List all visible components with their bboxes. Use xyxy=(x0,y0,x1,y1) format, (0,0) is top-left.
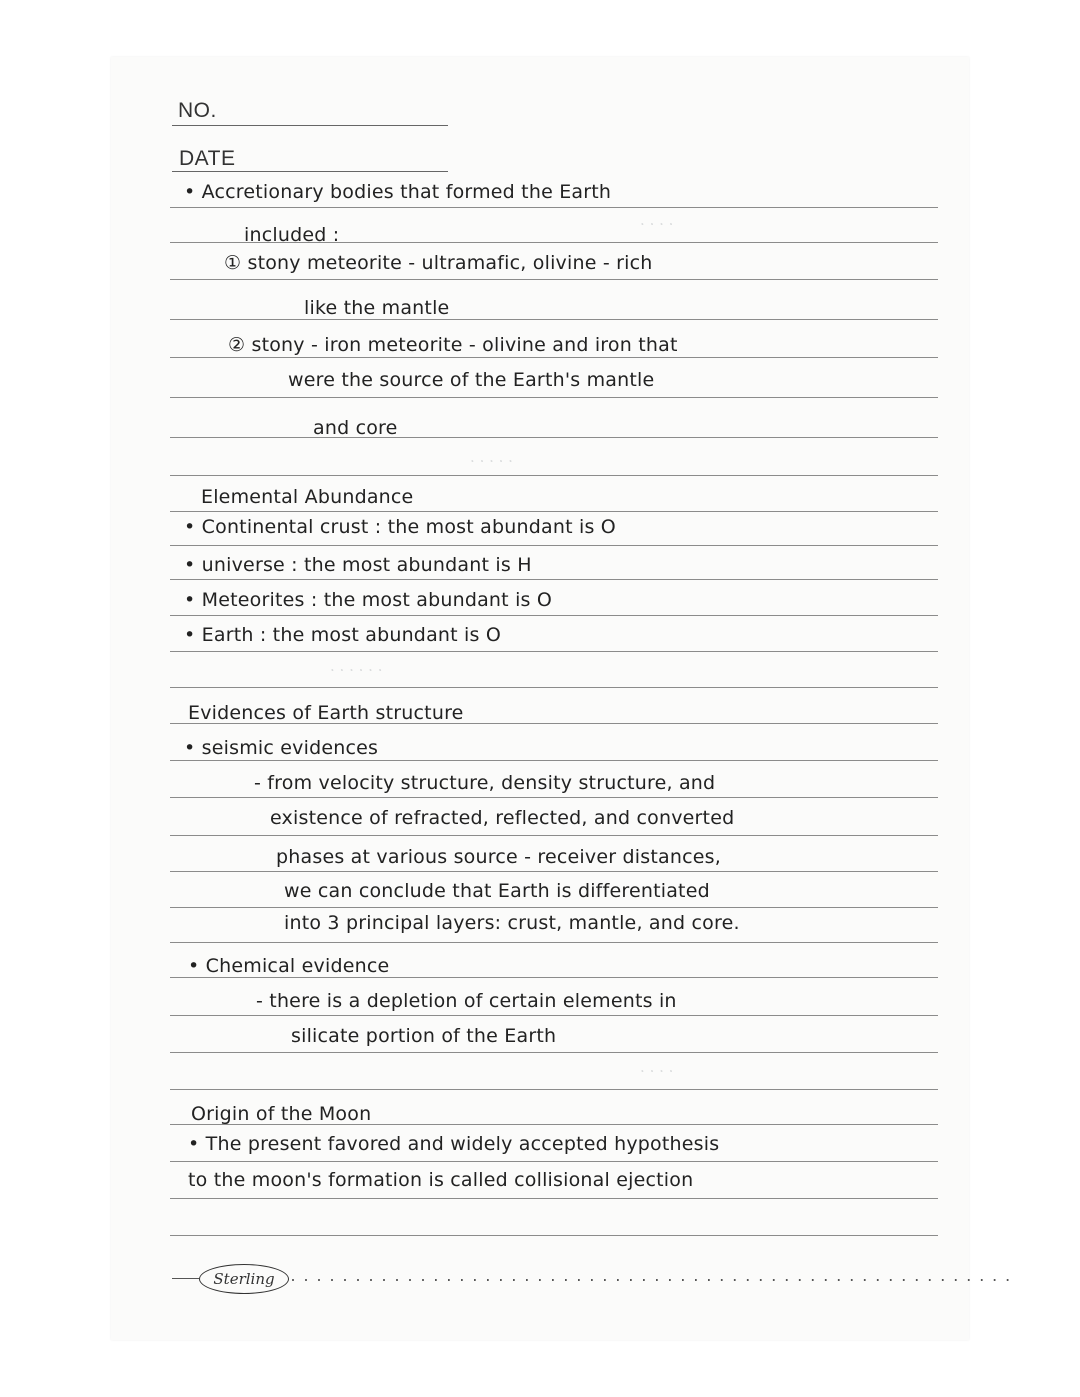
sterling-logo: Sterling xyxy=(199,1264,289,1294)
ruled-line xyxy=(170,279,938,280)
ruled-line xyxy=(170,319,938,320)
note-line: Evidences of Earth structure xyxy=(188,702,464,724)
note-line: • Continental crust : the most abundant is O xyxy=(184,516,616,538)
note-line: ① stony meteorite - ultramafic, olivine - rich xyxy=(224,252,653,274)
show-through-text: · · · · · · xyxy=(330,661,383,679)
ruled-line xyxy=(170,1089,938,1090)
ruled-line xyxy=(170,397,938,398)
ruled-line xyxy=(170,437,938,438)
ruled-line xyxy=(170,579,938,580)
ruled-line xyxy=(170,357,938,358)
note-line: • Accretionary bodies that formed the Earth xyxy=(184,181,612,203)
ruled-line xyxy=(170,475,938,476)
show-through-text: · · · · xyxy=(640,215,674,233)
note-line: phases at various source - receiver distances, xyxy=(276,846,721,868)
note-line: were the source of the Earth's mantle xyxy=(288,369,655,391)
show-through-text: · · · · · xyxy=(470,452,513,470)
ruled-line xyxy=(170,511,938,512)
ruled-line xyxy=(170,687,938,688)
note-line: • seismic evidences xyxy=(184,737,379,759)
note-line: • universe : the most abundant is H xyxy=(184,554,532,576)
show-through-text: · · · · xyxy=(640,1062,674,1080)
date-underline xyxy=(172,171,448,172)
ruled-line xyxy=(170,1198,938,1199)
ruled-line xyxy=(170,760,938,761)
ruled-line xyxy=(170,1052,938,1053)
note-line: Elemental Abundance xyxy=(201,486,414,508)
ruled-line xyxy=(170,651,938,652)
ruled-line xyxy=(170,977,938,978)
note-line: - there is a depletion of certain elements in xyxy=(256,990,677,1012)
note-line: and core xyxy=(313,417,398,439)
footer-line xyxy=(172,1278,199,1279)
note-line: • Chemical evidence xyxy=(188,955,390,977)
ruled-line xyxy=(170,545,938,546)
ruled-line xyxy=(170,797,938,798)
ruled-line xyxy=(170,207,938,208)
note-line: to the moon's formation is called collisional ejection xyxy=(188,1169,694,1191)
note-line: • Earth : the most abundant is O xyxy=(184,624,502,646)
number-underline xyxy=(172,125,448,126)
note-line: - from velocity structure, density structure, and xyxy=(254,772,716,794)
note-line: we can conclude that Earth is differentiated xyxy=(284,880,710,902)
note-line: included : xyxy=(244,224,340,246)
footer-dotted-line: ························································ xyxy=(290,1269,1018,1289)
note-line: like the mantle xyxy=(304,297,450,319)
note-line: into 3 principal layers: crust, mantle, and core. xyxy=(284,912,740,934)
note-line: ② stony - iron meteorite - olivine and iron that xyxy=(228,334,678,356)
ruled-line xyxy=(170,1235,938,1236)
note-line: Origin of the Moon xyxy=(191,1103,372,1125)
note-line: existence of refracted, reflected, and converted xyxy=(270,807,735,829)
ruled-line xyxy=(170,615,938,616)
note-line: silicate portion of the Earth xyxy=(291,1025,557,1047)
number-label: NO. xyxy=(178,99,217,122)
date-label: DATE xyxy=(179,147,236,170)
ruled-line xyxy=(170,1015,938,1016)
ruled-line xyxy=(170,1161,938,1162)
ruled-line xyxy=(170,871,938,872)
note-line: • The present favored and widely accepted hypothesis xyxy=(188,1133,720,1155)
ruled-line xyxy=(170,835,938,836)
ruled-line xyxy=(170,942,938,943)
note-line: • Meteorites : the most abundant is O xyxy=(184,589,553,611)
ruled-line xyxy=(170,907,938,908)
